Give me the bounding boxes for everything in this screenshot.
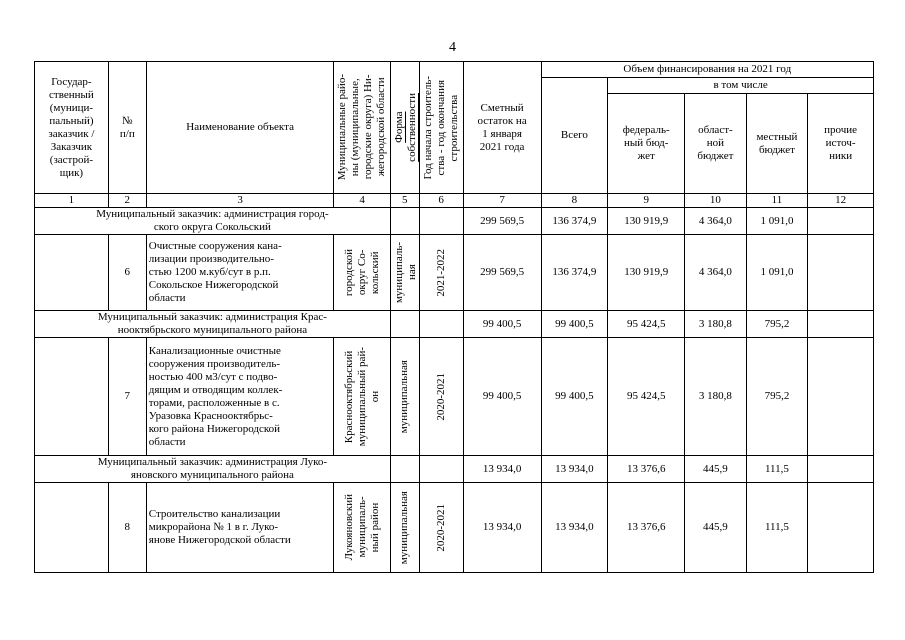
value-local: 795,2 <box>746 338 808 456</box>
empty-cell <box>35 338 109 456</box>
value-total: 99 400,5 <box>541 311 608 338</box>
empty-cell <box>390 208 419 235</box>
column-number: 4 <box>334 194 390 208</box>
object-years <box>419 483 463 573</box>
column-number: 9 <box>608 194 685 208</box>
value-total: 13 934,0 <box>541 456 608 483</box>
empty-cell <box>419 456 463 483</box>
column-numbers-row <box>35 194 874 208</box>
object-row <box>35 235 874 311</box>
object-years <box>419 338 463 456</box>
header-number: № п/п <box>108 62 146 194</box>
header-regional: област- ной бюджет <box>685 94 747 194</box>
object-name: Строительство канализации микрорайона № 1 в г. Луко- янове Нижегородской области <box>146 483 334 573</box>
customer-row <box>35 208 874 235</box>
value-federal: 130 919,9 <box>608 235 685 311</box>
object-district <box>334 235 390 311</box>
value-regional: 4 364,0 <box>685 208 747 235</box>
value-regional: 3 180,8 <box>685 311 747 338</box>
object-district-text: Лукояновский муниципаль- ный район <box>342 494 381 561</box>
value-local: 1 091,0 <box>746 208 808 235</box>
empty-cell <box>390 311 419 338</box>
value-estimate: 299 569,5 <box>463 235 541 311</box>
empty-cell <box>35 235 109 311</box>
column-number: 7 <box>463 194 541 208</box>
value-total: 13 934,0 <box>541 483 608 573</box>
value-federal: 95 424,5 <box>608 338 685 456</box>
column-number: 11 <box>746 194 808 208</box>
value-regional: 3 180,8 <box>685 338 747 456</box>
object-row <box>35 483 874 573</box>
empty-cell <box>390 456 419 483</box>
value-estimate: 13 934,0 <box>463 456 541 483</box>
object-ownership-text: муниципальная <box>398 359 411 434</box>
header-ownership <box>390 62 419 194</box>
header-including: в том числе <box>608 78 874 94</box>
header-total: Всего <box>541 78 608 194</box>
object-ownership <box>390 338 419 456</box>
header-financing: Объем финансирования на 2021 год <box>541 62 873 78</box>
column-number: 5 <box>390 194 419 208</box>
customer-label: Муниципальный заказчик: администрация Луко- яновского муниципального района <box>35 456 391 483</box>
object-number: 7 <box>108 338 146 456</box>
value-other <box>808 208 874 235</box>
object-ownership-text: муниципаль- ная <box>392 241 418 304</box>
empty-cell <box>419 311 463 338</box>
value-local: 795,2 <box>746 311 808 338</box>
object-years-text: 2020-2021 <box>434 503 447 552</box>
column-number: 12 <box>808 194 874 208</box>
object-ownership <box>390 483 419 573</box>
value-local: 1 091,0 <box>746 235 808 311</box>
object-name: Канализационные очистные сооружения производитель- ностью 400 м3/сут с подво- дящим и отводящим коллек- торами, расположенные в с. Уразовка Краснооктябрьс- кого района Нижегородской области <box>146 338 334 456</box>
object-ownership-text: муниципальная <box>398 490 411 565</box>
column-number: 8 <box>541 194 608 208</box>
value-estimate: 13 934,0 <box>463 483 541 573</box>
column-number: 10 <box>685 194 747 208</box>
header-estimate-balance: Сметный остаток на 1 января 2021 года <box>463 62 541 194</box>
value-total: 136 374,9 <box>541 235 608 311</box>
column-number: 1 <box>35 194 109 208</box>
value-federal: 13 376,6 <box>608 483 685 573</box>
object-district <box>334 483 390 573</box>
value-regional: 445,9 <box>685 456 747 483</box>
column-number: 6 <box>419 194 463 208</box>
header-customer: Государ- ственный (муници- пальный) заказчик / Заказчик (застрой- щик) <box>35 62 109 194</box>
customer-row <box>35 311 874 338</box>
object-district-text: Краснооктябрьский муниципальный рай- он <box>342 346 381 447</box>
object-row <box>35 338 874 456</box>
value-federal: 13 376,6 <box>608 456 685 483</box>
object-ownership <box>390 235 419 311</box>
value-estimate: 299 569,5 <box>463 208 541 235</box>
object-years <box>419 235 463 311</box>
header-years-text: Год начала строитель- ства - год окончания строительства <box>421 75 460 180</box>
value-other <box>808 338 874 456</box>
value-other <box>808 456 874 483</box>
value-federal: 95 424,5 <box>608 311 685 338</box>
value-estimate: 99 400,5 <box>463 311 541 338</box>
header-local: местный бюджет <box>746 94 808 194</box>
value-regional: 445,9 <box>685 483 747 573</box>
value-total: 136 374,9 <box>541 208 608 235</box>
header-other: прочие источ- ники <box>808 94 874 194</box>
customer-label: Муниципальный заказчик: администрация город- ского округа Сокольский <box>35 208 391 235</box>
object-number: 6 <box>108 235 146 311</box>
value-other <box>808 483 874 573</box>
customer-label: Муниципальный заказчик: администрация Крас- нооктябрьского муниципального района <box>35 311 391 338</box>
object-district-text: городской округ Со- кольский <box>342 248 381 297</box>
page-number: 4 <box>449 40 456 55</box>
financing-table <box>34 61 874 573</box>
empty-cell <box>35 483 109 573</box>
header-years <box>419 62 463 194</box>
object-district <box>334 338 390 456</box>
object-years-text: 2020-2021 <box>434 372 447 421</box>
value-federal: 130 919,9 <box>608 208 685 235</box>
value-other <box>808 311 874 338</box>
value-total: 99 400,5 <box>541 338 608 456</box>
value-local: 111,5 <box>746 483 808 573</box>
value-regional: 4 364,0 <box>685 235 747 311</box>
header-federal: федераль- ный бюд- жет <box>608 94 685 194</box>
value-local: 111,5 <box>746 456 808 483</box>
object-years-text: 2021-2022 <box>434 248 447 297</box>
object-number: 8 <box>108 483 146 573</box>
object-name: Очистные сооружения кана- лизации производительно- стью 1200 м.куб/сут в р.п. Сокольское Нижегородской области <box>146 235 334 311</box>
header-ownership-text: Форма собственности <box>392 93 418 162</box>
customer-row <box>35 456 874 483</box>
value-estimate: 99 400,5 <box>463 338 541 456</box>
header-district-text: Муниципальные райо- ны (муниципальные, городские округа) Ни- жегородской области <box>336 74 388 181</box>
empty-cell <box>419 208 463 235</box>
header-object-name: Наименование объекта <box>146 62 334 194</box>
value-other <box>808 235 874 311</box>
column-number: 2 <box>108 194 146 208</box>
column-number: 3 <box>146 194 334 208</box>
header-district <box>334 62 390 194</box>
